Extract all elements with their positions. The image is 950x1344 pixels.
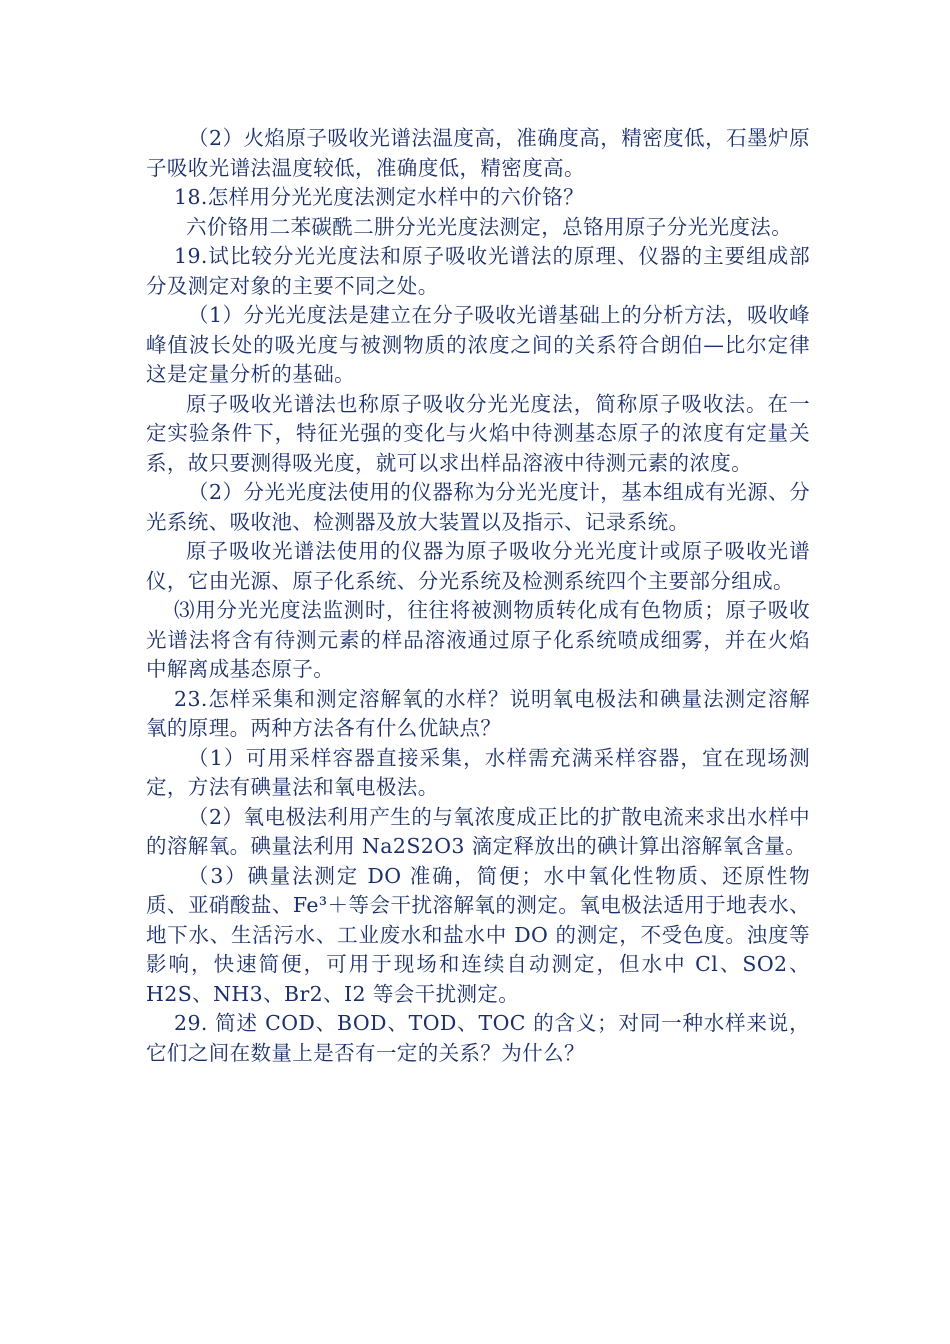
answer-19-2-aas: 原子吸收光谱法使用的仪器为原子吸收分光光度计或原子吸收光谱仪，它由光源、原子化系统、分光系统及检测系统四个主要部分组成。 bbox=[146, 539, 810, 593]
question-23: 23.怎样采集和测定溶解氧的水样？说明氧电极法和碘量法测定溶解氧的原理。两种方法各有什么优缺点？ bbox=[146, 686, 810, 740]
question-29: 29. 简述 COD、BOD、TOD、TOC 的含义；对同一种水样来说，它们之间在数量上是否有一定的关系？为什么？ bbox=[146, 1011, 810, 1065]
answer-19-1-aas: 原子吸收光谱法也称原子吸收分光光度法，简称原子吸收法。在一定实验条件下，特征光强的变化与火焰中待测基态原子的浓度有定量关系，故只要测得吸光度，就可以求出样品溶液中待测元素的浓度。 bbox=[146, 391, 810, 475]
question-18: 18.怎样用分光光度法测定水样中的六价铬？ bbox=[174, 185, 585, 209]
answer-19-2: （2）分光光度法使用的仪器称为分光光度计，基本组成有光源、分光系统、吸收池、检测器及放大装置以及指示、记录系统。 bbox=[146, 480, 810, 534]
paragraph-answer-17-2: （2）火焰原子吸收光谱法温度高，准确度高，精密度低，石墨炉原子吸收光谱法温度较低，准确度低，精密度高。 bbox=[146, 126, 810, 180]
answer-19-1: （1）分光光度法是建立在分子吸收光谱基础上的分析方法，吸收峰峰值波长处的吸光度与被测物质的浓度之间的关系符合朗伯—比尔定律这是定量分析的基础。 bbox=[146, 303, 810, 386]
answer-18: 六价铬用二苯碳酰二肼分光光度法测定，总铬用原子分光光度法。 bbox=[186, 214, 793, 239]
answer-23-1: （1）可用采样容器直接采集，水样需充满采样容器，宜在现场测定，方法有碘量法和氧电极法。 bbox=[146, 745, 810, 799]
answer-23-2: （2）氧电极法利用产生的与氧浓度成正比的扩散电流来求出水样中的溶解氧。碘量法利用 Na2S2O3 滴定释放出的碘计算出溶解氧含量。 bbox=[146, 804, 810, 858]
answer-19-3: ⑶用分光光度法监测时，往往将被测物质转化成有色物质；原子吸收光谱法将含有待测元素的样品溶液通过原子化系统喷成细雾，并在火焰中解离成基态原子。 bbox=[146, 598, 810, 681]
document-body bbox=[146, 124, 810, 1068]
question-19: 19.试比较分光光度法和原子吸收光谱法的原理、仪器的主要组成部分及测定对象的主要不同之处。 bbox=[146, 244, 810, 298]
answer-23-3: （3）碘量法测定 DO 准确，简便；水中氧化性物质、还原性物质、亚硝酸盐、Fe³＋等会干扰溶解氧的测定。氧电极法适用于地表水、地下水、生活污水、工业废水和盐水中 DO 的测定，不受色度。浊度等影响，快速简便，可用于现场和连续自动测定，但水中 Cl、SO2、H2S、NH3、Br2、I2 等会干扰测定。 bbox=[146, 863, 810, 1006]
